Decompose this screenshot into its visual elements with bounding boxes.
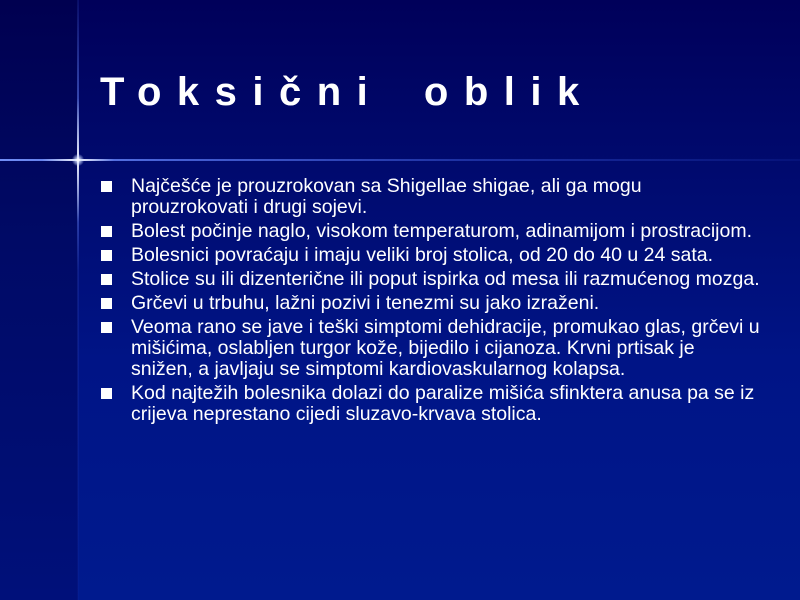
bullet-text: Kod najtežih bolesnika dolazi do paralize mišića sfinktera anusa pa se iz crijeva neprestano cijedi sluzavo-krvava stolica. [131, 382, 755, 425]
sparkle-icon [72, 154, 84, 166]
bullet-item [101, 221, 761, 242]
bullet-item [101, 383, 761, 425]
horizontal-line-decoration [0, 159, 800, 161]
bullet-list [101, 176, 761, 428]
bullet-item [101, 176, 761, 218]
bullet-text: Grčevi u trbuhu, lažni pozivi i tenezmi su jako izraženi. [131, 292, 600, 314]
bullet-item [101, 269, 761, 290]
bullet-text: Najčešće je prouzrokovan sa Shigellae shigae, ali ga mogu prouzrokovati i drugi sojevi. [131, 175, 642, 218]
bullet-text: Veoma rano se jave i teški simptomi dehidracije, promukao glas, grčevi u mišićima, oslabljen turgor kože, bijedilo i cijanoza. Krvni prtisak je snižen, a javljaju se simptomi kardiovaskularnog kolapsa. [131, 316, 760, 380]
left-band-decoration [0, 0, 78, 600]
bullet-item [101, 293, 761, 314]
square-bullet-icon [101, 274, 112, 285]
bullet-item [101, 317, 761, 380]
bullet-text: Bolest počinje naglo, visokom temperaturom, adinamijom i prostracijom. [131, 220, 753, 242]
square-bullet-icon [101, 388, 112, 399]
square-bullet-icon [101, 250, 112, 261]
vertical-line-decoration [77, 0, 79, 600]
square-bullet-icon [101, 298, 112, 309]
slide-title: Toksični oblik [100, 70, 595, 114]
square-bullet-icon [101, 322, 112, 333]
square-bullet-icon [101, 226, 112, 237]
bullet-text: Stolice su ili dizenterične ili poput ispirka od mesa ili razmućenog mozga. [131, 268, 760, 290]
bullet-text: Bolesnici povraćaju i imaju veliki broj stolica, od 20 do 40 u 24 sata. [131, 244, 714, 266]
square-bullet-icon [101, 181, 112, 192]
bullet-item [101, 245, 761, 266]
